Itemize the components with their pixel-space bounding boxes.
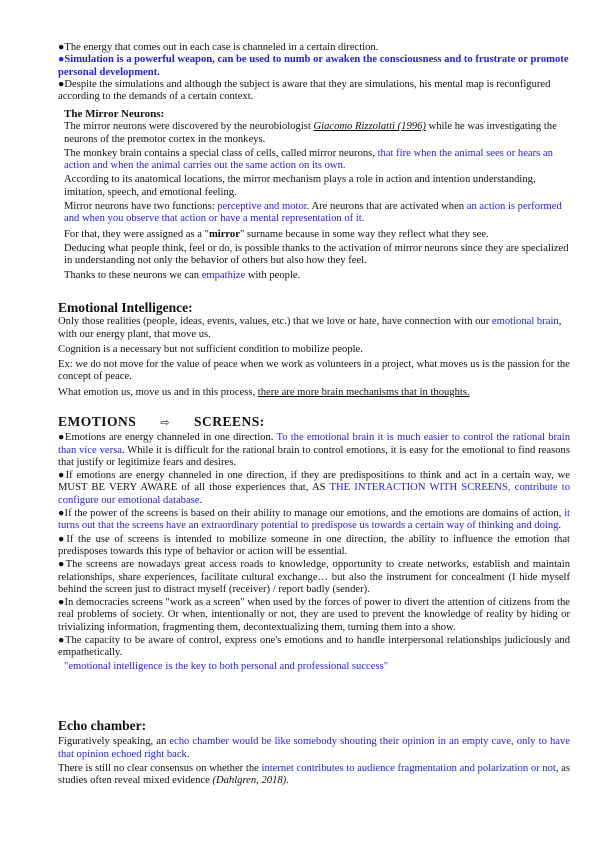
- echo-heading: Echo chamber:: [58, 718, 147, 733]
- intro-bullet-2: ●Simulation is a powerful weapon, can be used to numb or awaken the consciousness and to frustrate or promote personal development.: [58, 54, 569, 78]
- mirror-paragraph-6: Deducing what people think, feel or do, is possible thanks to the activation of mirror neurons since they are specialized in understanding not only the behavior of others but also how they feel.: [64, 242, 569, 267]
- ei-paragraph-1: Only those realities (people, ideas, events, values, etc.) that we love or hate, have connection with our emotional brain, with our energy plant, that move us.: [58, 316, 562, 340]
- mirror-paragraph-4: Mirror neurons have two functions: perceptive and motor. Are neurons that are activated when an action is performed and when you observe that action or have a mental representation of it.: [64, 201, 562, 225]
- echo-paragraph-2: There is still no clear consensus on whether the internet contributes to audience fragmentation and polarization or not, as studies often reveal mixed evidence (Dahlgren, 2018).: [58, 762, 571, 787]
- screens-bullet-6: ●In democracies screens "work as a screen" when used by the forces of power to divert the attention of citizens from the real problems of society. Or when, intentionally or not, they are used to prevent the knowledge of reality by hiding or trivializing information, fragmenting them, decontextualizing them, turning them into a show.: [58, 597, 570, 633]
- screens-bullet-5: ●The screens are nowadays great access roads to knowledge, opportunity to create networks, establish and maintain relationships, share experiences, facilitate cultural exchange… but also the instrument for concealment (I hide myself behind the screen just to distract myself (receiver) / report badly (sender).: [58, 559, 570, 595]
- rizzolatti-citation: Giacomo Rizzolatti (1996): [313, 121, 426, 133]
- ei-paragraph-3: Ex: we do not move for the value of peace when we work as volunteers in a project, what moves us is the passion for the concept of peace.: [58, 359, 570, 383]
- ei-quote: "emotional intelligence is the key to both personal and professional success": [64, 660, 389, 672]
- right-arrow-icon: ⇨: [160, 416, 170, 429]
- ei-heading: Emotional Intelligence:: [58, 300, 193, 315]
- screens-bullet-1: ●Emotions are energy channeled in one direction. To the emotional brain it is much easier to control the rational brain than vice versa. While it is difficult for the rational brain to control emotions, it is easy for the emotional to find reasons that justify or legitimize fears and desires.: [58, 432, 570, 468]
- screens-bullet-7: ●The capacity to be aware of control, express one's emotions and to handle interpersonal relationships judiciously and empathetically.: [58, 635, 570, 659]
- screens-heading: EMOTIONS ⇨ SCREENS:: [58, 414, 265, 429]
- intro-section: [0, 42, 600, 103]
- screens-bullet-2: ●If emotions are energy channeled in one direction, if they are predispositions to think and act in a certain way, we MUST BE VERY AWARE of all those experiences that, AS THE INTERACTION WITH SCREENS, contribute to configure our emotional database.: [58, 470, 570, 506]
- intro-bullet-1: ●The energy that comes out in each case is channeled in a certain direction.: [58, 42, 379, 53]
- mirror-paragraph-5: For that, they were assigned as a "mirror" surname because in some way they reflect what they see.: [64, 228, 489, 240]
- mirror-paragraph-2: The monkey brain contains a special class of cells, called mirror neurons, that fire when the animal sees or hears an action and when the animal carries out the same action on its own.: [64, 147, 553, 172]
- echo-section: [0, 720, 600, 787]
- ei-paragraph-2: Cognition is a necessary but not sufficient condition to mobilize people.: [58, 343, 363, 355]
- ei-paragraph-4: What emotion us, move us and in this process, there are more brain mechanisms that in thoughts.: [58, 386, 470, 398]
- mirror-paragraph-7: Thanks to these neurons we can empathize with people.: [64, 269, 301, 281]
- screens-bullet-3: ●If the power of the screens is based on their ability to manage our emotions, and the emotions are domains of action, it turns out that the screens have an extraordinary potential to predispose us towards a certain way of thinking and doing.: [58, 508, 570, 532]
- ei-section: [0, 302, 600, 399]
- screens-section: [0, 416, 600, 673]
- mirror-paragraph-3: According to its anatomical locations, the mirror mechanism plays a role in action and intention understanding, imitation, speech, and emotional feeling.: [64, 174, 536, 198]
- echo-paragraph-1: Figuratively speaking, an echo chamber would be like somebody shouting their opinion in an empty cave, only to have that opinion echoed right back.: [58, 736, 570, 760]
- mirror-section: [0, 108, 600, 282]
- mirror-paragraph-1: The mirror neurons were discovered by the neurobiologist Giacomo Rizzolatti (1996) while he was investigating the neurons of the premotor cortex in the monkeys.: [64, 121, 557, 145]
- screens-bullet-4: ●If the use of screens is intended to mobilize someone in one direction, the ability to influence the emotion that predisposes towards this type of behavior or action will be essential.: [58, 533, 570, 557]
- intro-bullet-3: ●Despite the simulations and although the subject is aware that they are simulations, his mental map is reconfigured according to the demands of a certain context.: [58, 78, 551, 103]
- mirror-heading: The Mirror Neurons:: [64, 108, 165, 120]
